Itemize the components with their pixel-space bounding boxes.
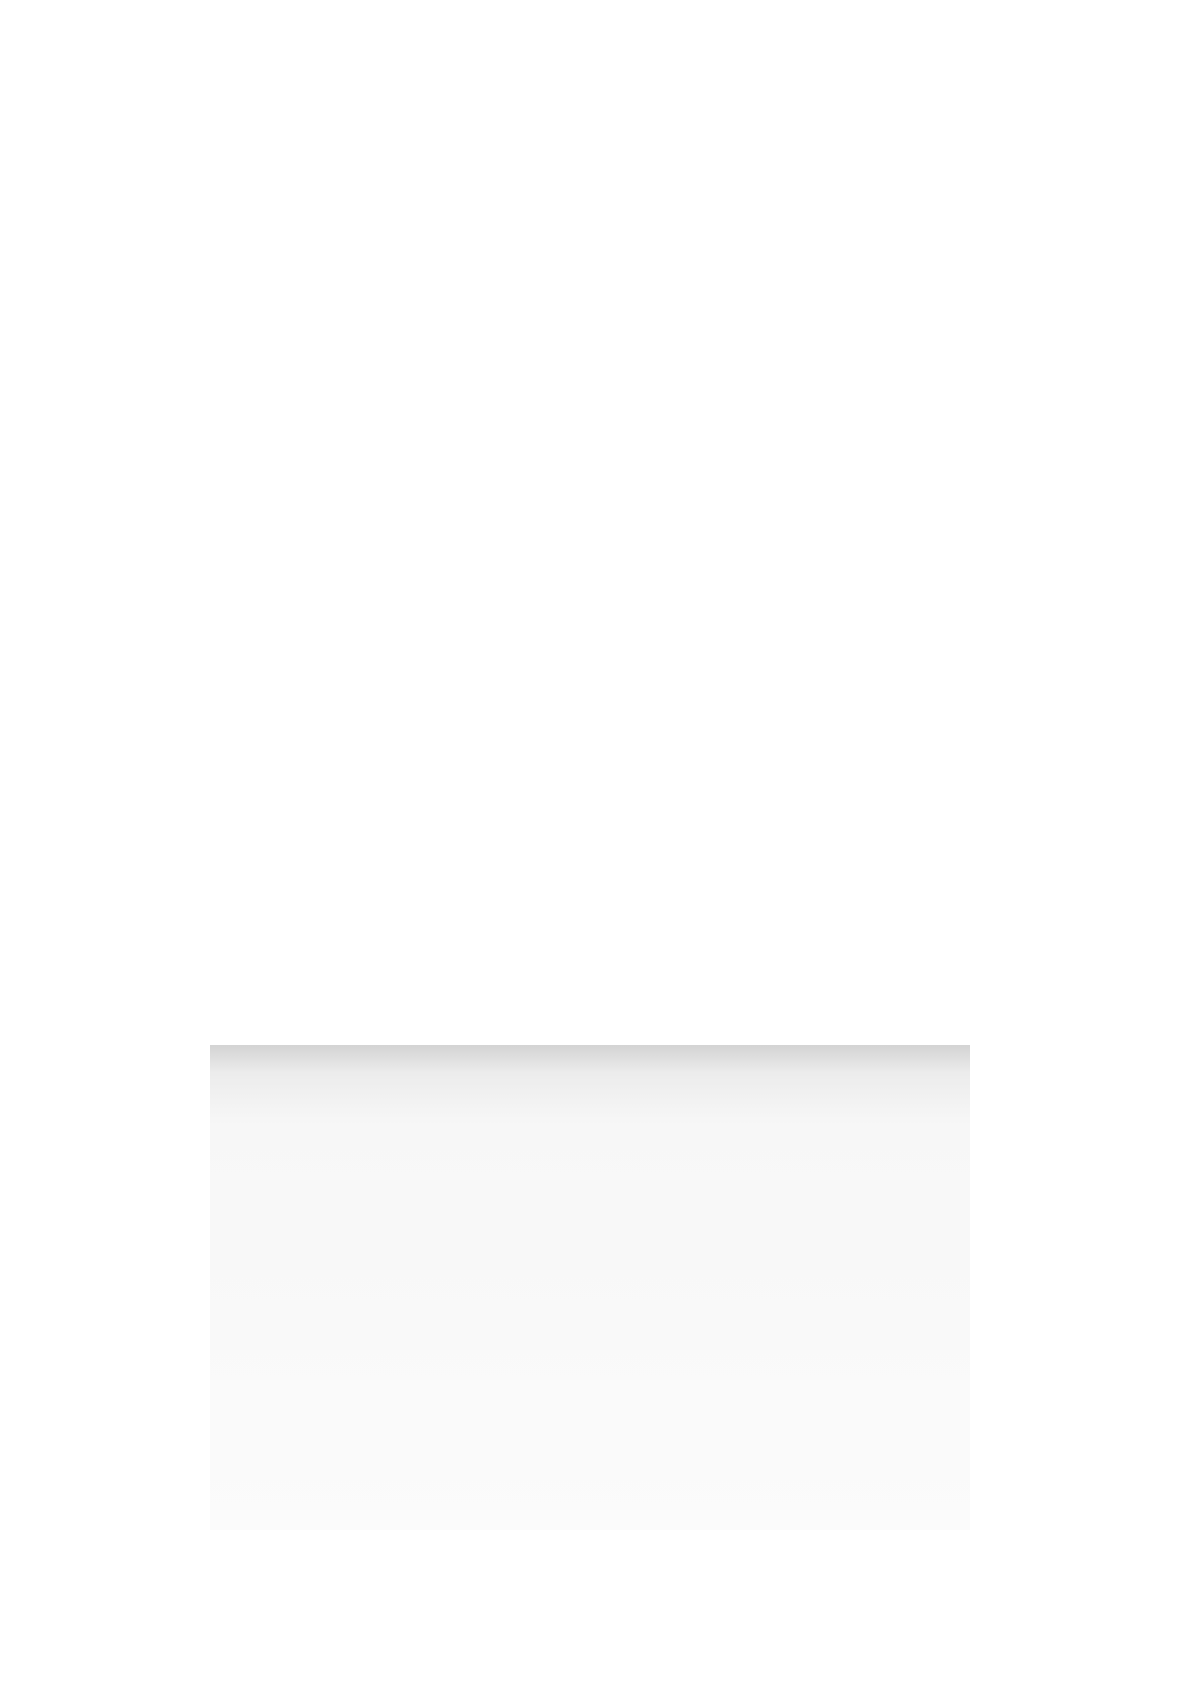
slide-image — [210, 1045, 970, 1530]
